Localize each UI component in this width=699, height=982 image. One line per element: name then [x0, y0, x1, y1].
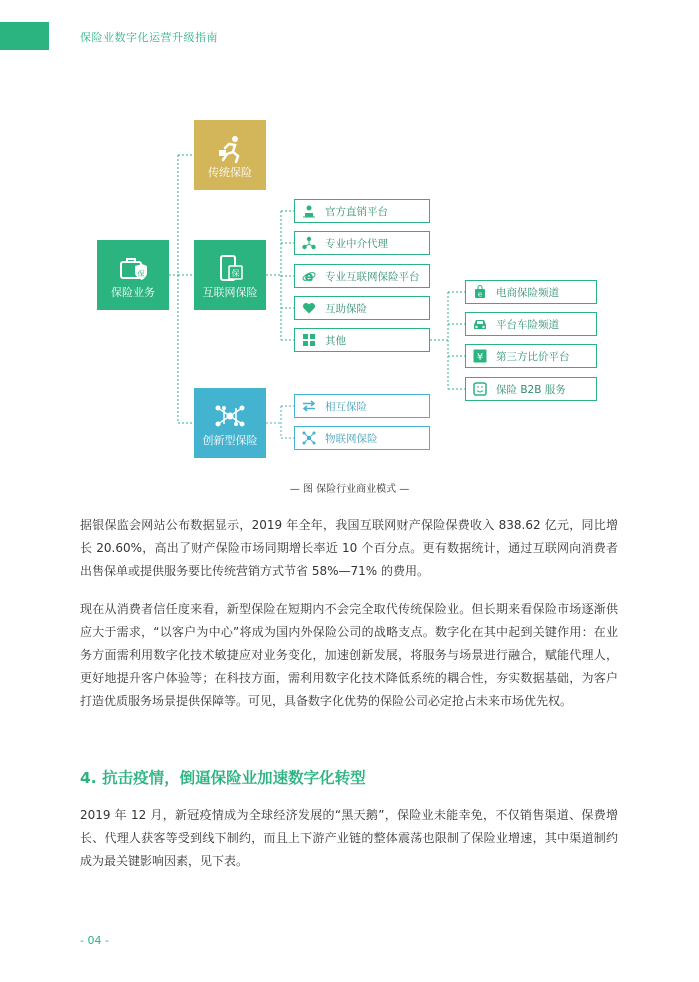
channel-label: 专业中介代理	[325, 237, 388, 250]
channel-label: 物联网保险	[325, 432, 378, 445]
innovative-label: 创新型保险	[202, 434, 258, 447]
svg-text:e: e	[477, 290, 483, 299]
channel-price-compare	[465, 344, 597, 368]
internet-insurance-node	[194, 240, 266, 310]
innovative-insurance-node	[194, 388, 266, 458]
channel-label: 其他	[325, 334, 346, 347]
paragraph-pandemic: 2019 年 12 月，新冠疫情成为全球经济发展的“黑天鹅”，保险业未能幸免，不仅销售渠道、保费增长、代理人获客等受到线下制约，而且上下游产业链的整体震荡也限制了保险业增速，其中渠道制约成为最关键影响因素，见下表。	[80, 808, 618, 868]
yen-icon	[472, 348, 488, 364]
channel-mutual-insurance	[294, 394, 430, 418]
traditional-insurance-node	[194, 120, 266, 190]
svg-text:¥: ¥	[476, 352, 484, 363]
channel-iot-insurance	[294, 426, 430, 450]
person-podium-icon	[301, 203, 317, 219]
insurance-business-node	[97, 240, 169, 310]
channel-other	[294, 328, 430, 352]
channel-b2b	[465, 377, 597, 401]
internet-label: 互联网保险	[202, 286, 258, 299]
share-nodes-icon	[301, 235, 317, 251]
section-heading: 4. 抗击疫情，倒逼保险业加速数字化转型	[80, 769, 366, 787]
root-label: 保险业务	[111, 286, 155, 299]
channel-label: 互助保险	[325, 302, 367, 315]
running-agent-icon	[215, 134, 245, 164]
page-number: - 04 -	[80, 934, 109, 947]
business-model-diagram	[0, 0, 699, 470]
channel-mutual-aid	[294, 296, 430, 320]
smile-box-icon	[472, 381, 488, 397]
paragraph-statistics: 据银保监会网站公布数据显示，2019 年全年，我国互联网财产保险保费收入 838.62 亿元，同比增长 20.60%，高出了财产保险市场同期增长率近 10 个百分点。更有数据统计，通过互联网向消费者出售保单或提供服务要比传统营销方式节省 58%—71% 的费用。	[80, 518, 618, 578]
phone-insurance-icon	[215, 254, 245, 284]
channel-label: 电商保险频道	[496, 286, 559, 299]
heart-icon	[301, 300, 317, 316]
grid-icon	[301, 332, 317, 348]
traditional-label: 传统保险	[208, 166, 252, 179]
header-title: 保险业数字化运营升级指南	[80, 31, 218, 44]
network-nodes-icon	[213, 402, 247, 430]
svg-text:e: e	[304, 270, 314, 283]
ie-browser-icon	[301, 268, 317, 284]
channel-label: 官方直销平台	[325, 205, 388, 218]
channel-official-direct	[294, 199, 430, 223]
channel-label: 第三方比价平台	[496, 350, 570, 363]
car-icon	[472, 316, 488, 332]
channel-intermediary	[294, 231, 430, 255]
iot-icon	[301, 430, 317, 446]
channel-label: 相互保险	[325, 400, 367, 413]
svg-text:保: 保	[231, 269, 240, 278]
diagram-caption: — 图 保险行业商业模式 —	[289, 484, 410, 495]
svg-text:保: 保	[137, 270, 145, 278]
channel-internet-platform	[294, 264, 430, 288]
channel-label: 保险 B2B 服务	[496, 383, 566, 396]
shopping-bag-icon	[472, 284, 488, 300]
paragraph-digitalization: 现在从消费者信任度来看，新型保险在短期内不会完全取代传统保险业。但长期来看保险市场逐渐供应大于需求，“以客户为中心”将成为国内外保险公司的战略支点。数字化在其中起到关键作用：在业务方面需利用数字化技术敏捷应对业务变化，加速创新发展，将服务与场景进行融合，赋能代理人，更好地提升客户体验等；在科技方面，需利用数字化技术降低系统的耦合性，夯实数据基础，为客户打造优质服务场景提供保障等。可见，具备数字化优势的保险公司必定抢占未来市场优先权。	[80, 602, 618, 708]
channel-car-insurance	[465, 312, 597, 336]
channel-label: 专业互联网保险平台	[325, 270, 420, 283]
swap-arrows-icon	[301, 398, 317, 414]
channel-label: 平台车险频道	[496, 318, 559, 331]
insurance-bag-icon	[118, 254, 148, 282]
channel-ecommerce	[465, 280, 597, 304]
